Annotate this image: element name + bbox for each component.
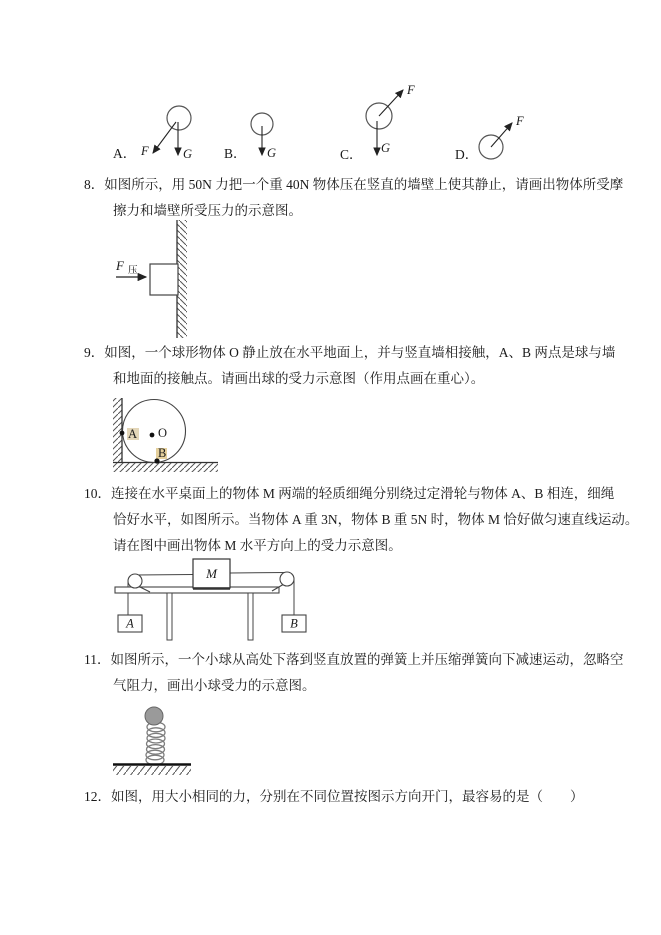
option-a-force-arrow-f <box>153 122 176 153</box>
option-c-label: C． <box>340 147 363 162</box>
option-d-label: D． <box>455 147 479 162</box>
option-a-label: A． <box>113 146 137 161</box>
question-10-line-3: 请在图中画出物体 M 水平方向上的受力示意图。 <box>113 538 402 553</box>
question-10-text <box>84 481 638 559</box>
center-point-o <box>150 433 155 438</box>
question-8-line-2: 擦力和墙壁所受压力的示意图。 <box>113 203 302 218</box>
right-string-horizontal <box>230 573 287 574</box>
question-9-line-2: 和地面的接触点。请画出球的受力示意图（作用点画在重心）。 <box>113 371 485 386</box>
question-11-text <box>84 647 624 699</box>
option-d-diagram <box>455 114 524 162</box>
contact-point-a <box>120 431 125 436</box>
choice-options-figure <box>0 78 661 174</box>
question-10-line-2: 恰好水平，如图所示。当物体 A 重 3N，物体 B 重 5N 时，物体 M 恰好做匀速直线运动。 <box>113 512 639 527</box>
pressed-block <box>150 264 178 295</box>
question-9-line-1: 9．如图，一个球形物体 O 静止放在水平地面上，并与竖直墙相接触，A、B 两点是球与墙 <box>84 345 616 360</box>
option-a-force-f-label: F <box>141 144 149 158</box>
option-b-force-g-label: G <box>267 146 277 160</box>
option-a-diagram <box>113 106 192 161</box>
point-o-label: O <box>158 426 168 440</box>
option-a-ball <box>167 106 191 130</box>
block-m-label: M <box>206 566 217 581</box>
question-8-figure <box>90 215 230 350</box>
wall-hatching <box>113 398 122 462</box>
question-12-text <box>84 784 584 810</box>
block-b-label: B <box>290 616 298 631</box>
option-c-force-f-label: F <box>407 83 415 97</box>
option-b-diagram <box>224 113 276 161</box>
ground-hatching <box>113 766 191 775</box>
table-leg-right <box>248 593 253 640</box>
question-9-figure <box>100 390 230 485</box>
option-c-force-g-label: G <box>381 141 391 155</box>
point-b-label: B <box>158 446 167 460</box>
option-b-label: B． <box>224 146 247 161</box>
question-8-line-1: 8．如图所示，用 50N 力把一个重 40N 物体压在竖直的墙壁上使其静止，请画出物体所受摩 <box>84 177 624 192</box>
question-9-text <box>84 340 615 392</box>
spring-coil <box>146 722 165 765</box>
option-a-force-g-label: G <box>183 147 193 161</box>
question-12-line-1: 12．如图，用大小相同的力，分别在不同位置按图示方向开门，最容易的是（ ） <box>84 789 584 804</box>
block-a-label: A <box>126 616 134 631</box>
right-pulley <box>280 572 294 586</box>
ground-hatching <box>113 463 218 472</box>
point-a-label: A <box>128 427 138 441</box>
option-d-force-f-label: F <box>516 114 524 128</box>
question-11-figure <box>105 700 225 785</box>
question-11-line-1: 11．如图所示，一个小球从高处下落到竖直放置的弹簧上并压缩弹簧向下减速运动，忽略空 <box>84 652 624 667</box>
question-10-figure <box>105 552 320 652</box>
left-string-horizontal <box>135 575 193 576</box>
left-pulley <box>128 574 142 588</box>
question-11-line-2: 气阻力，画出小球受力的示意图。 <box>113 678 316 693</box>
falling-ball <box>145 707 163 725</box>
table-leg-left <box>167 593 172 640</box>
question-10-line-1: 10．连接在水平桌面上的物体 M 两端的轻质细绳分别绕过定滑轮与物体 A、B 相连，细绳 <box>84 486 615 501</box>
option-c-diagram <box>340 83 415 162</box>
press-force-label: F 压 <box>116 258 138 276</box>
